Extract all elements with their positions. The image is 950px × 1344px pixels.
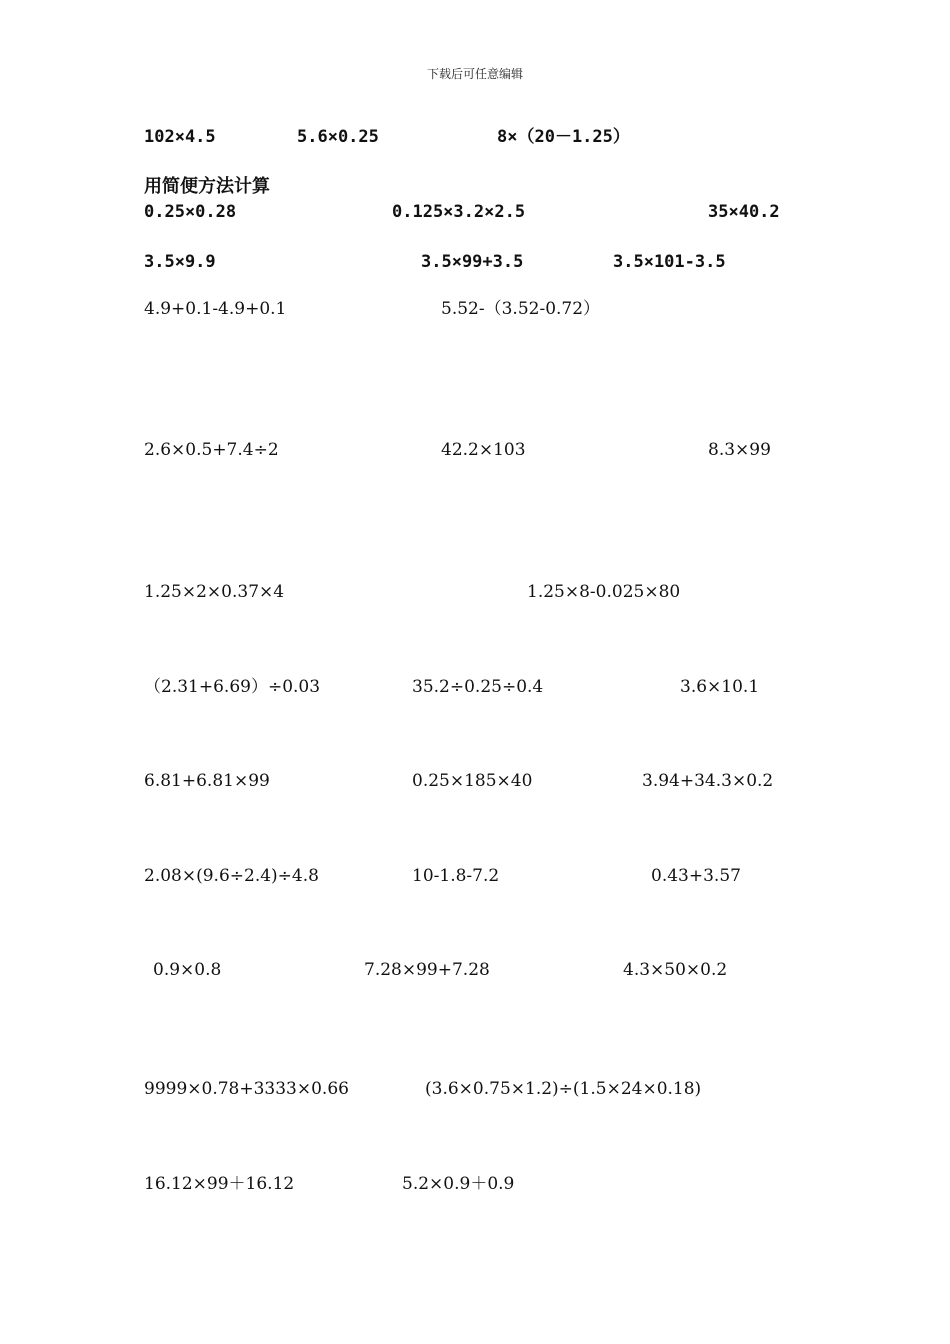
problem-r4-2: 35.2÷0.25÷0.4	[412, 677, 544, 697]
problem-r2-3: 8.3×99	[708, 440, 771, 460]
problem-r6-1: 2.08×(9.6÷2.4)÷4.8	[144, 866, 319, 886]
problem-top-3: 8×（20－1.25）	[497, 127, 630, 147]
problem-r3-2: 1.25×8-0.025×80	[527, 582, 681, 602]
problem-r8-2: (3.6×0.75×1.2)÷(1.5×24×0.18)	[425, 1079, 702, 1099]
page-header: 下载后可任意编辑	[426, 67, 523, 81]
problem-r4-1: （2.31+6.69）÷0.03	[144, 677, 321, 697]
problem-r5-3: 3.94+34.3×0.2	[642, 771, 774, 791]
section-title: 用简便方法计算	[144, 176, 270, 197]
problem-bold2-3: 3.5×101-3.5	[613, 252, 726, 272]
problem-r7-1: 0.9×0.8	[153, 960, 222, 980]
problem-r7-2: 7.28×99+7.28	[364, 960, 490, 980]
problem-r7-3: 4.3×50×0.2	[623, 960, 728, 980]
problem-r1-2: 5.52-（3.52-0.72）	[441, 299, 601, 319]
problem-bold1-2: 0.125×3.2×2.5	[392, 202, 526, 222]
problem-r9-2: 5.2×0.9＋0.9	[402, 1174, 515, 1194]
problem-r5-2: 0.25×185×40	[412, 771, 533, 791]
problem-r2-1: 2.6×0.5+7.4÷2	[144, 440, 279, 460]
problem-r2-2: 42.2×103	[441, 440, 526, 460]
problem-r6-3: 0.43+3.57	[651, 866, 741, 886]
problem-bold2-2: 3.5×99+3.5	[421, 252, 524, 272]
problem-bold2-1: 3.5×9.9	[144, 252, 216, 272]
problem-r8-1: 9999×0.78+3333×0.66	[144, 1079, 349, 1099]
problem-top-2: 5.6×0.25	[297, 127, 379, 147]
problem-r9-1: 16.12×99＋16.12	[144, 1174, 295, 1194]
problem-r4-3: 3.6×10.1	[680, 677, 760, 697]
problem-r1-1: 4.9+0.1-4.9+0.1	[144, 299, 287, 319]
problem-top-1: 102×4.5	[144, 127, 216, 147]
problem-r5-1: 6.81+6.81×99	[144, 771, 270, 791]
problem-bold1-1: 0.25×0.28	[144, 202, 237, 222]
problem-bold1-3: 35×40.2	[708, 202, 780, 222]
problem-r6-2: 10-1.8-7.2	[412, 866, 500, 886]
problem-r3-1: 1.25×2×0.37×4	[144, 582, 285, 602]
